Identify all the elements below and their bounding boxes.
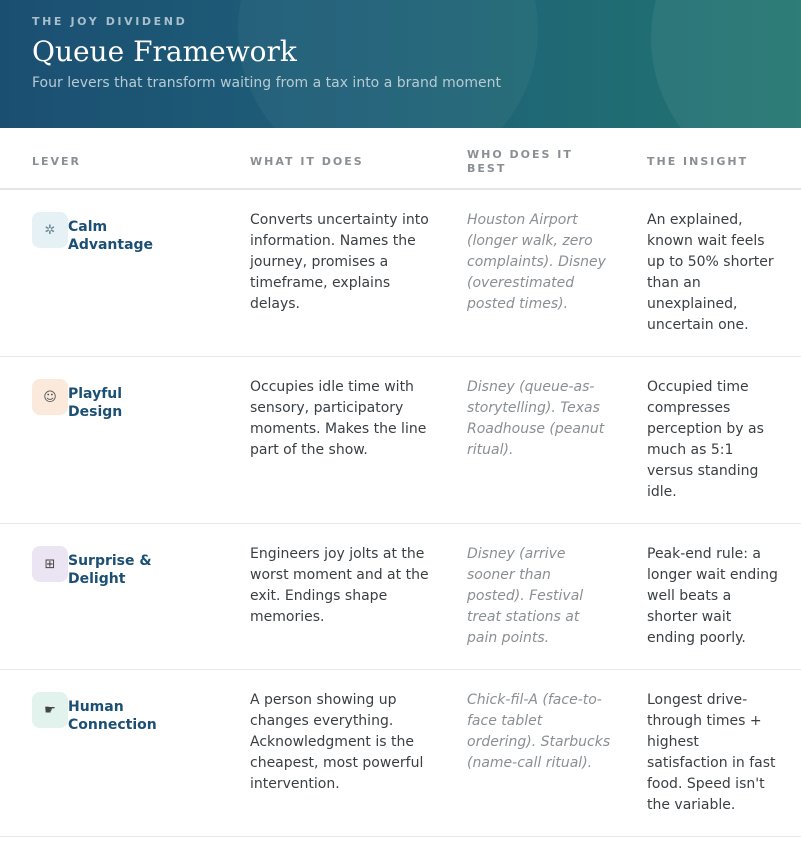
page-subtitle: Four levers that transform waiting from a tax into a brand moment: [32, 75, 501, 91]
lever-name: Calm Advantage: [68, 219, 154, 253]
what-it-does-cell: Engineers joy jolts at the worst moment and at the exit. Endings shape memories.: [250, 546, 429, 625]
gift-icon: ⊞: [32, 546, 68, 582]
header-banner: [0, 0, 801, 128]
column-header-insight: THE INSIGHT: [647, 155, 749, 168]
palette-icon: ☺: [32, 379, 68, 415]
what-it-does-cell: Occupies idle time with sensory, participatory moments. Makes the line part of the show.: [250, 379, 427, 458]
who-does-it-best-cell: Disney (queue-as-storytelling). Texas Roadhouse (peanut ritual).: [467, 379, 605, 458]
insight-cell: Peak-end rule: a longer wait ending well beats a shorter wait ending poorly.: [647, 546, 778, 646]
table-row: [0, 670, 801, 837]
table-header: [0, 128, 801, 190]
lever-name: Playful Design: [68, 386, 123, 420]
lever-name: Surprise & Delight: [68, 553, 152, 587]
sparkles-icon: ✲: [32, 212, 68, 248]
who-does-it-best-cell: Chick-fil-A (face-to-face tablet ordering). Starbucks (name-call ritual).: [467, 692, 611, 771]
what-it-does-cell: Converts uncertainty into information. Names the journey, promises a timeframe, explains delays.: [250, 212, 429, 312]
lever-name: Human Connection: [68, 699, 157, 733]
who-does-it-best-cell: Houston Airport (longer walk, zero complaints). Disney (overestimated posted times).: [467, 212, 606, 312]
insight-cell: Longest drive-through times + highest satisfaction in fast food. Speed isn't the variable.: [647, 692, 776, 813]
what-it-does-cell: A person showing up changes everything. Acknowledgment is the cheapest, most powerful intervention.: [250, 692, 424, 792]
page-title: Queue Framework: [32, 35, 297, 68]
column-header-lever: LEVER: [32, 155, 82, 168]
who-does-it-best-cell: Disney (arrive sooner than posted). Festival treat stations at pain points.: [467, 546, 584, 646]
column-header-what: WHAT IT DOES: [250, 155, 364, 168]
table-row: [0, 524, 801, 670]
table-row: [0, 190, 801, 357]
column-header-who: WHO DOES IT BEST: [467, 148, 573, 175]
handshake-icon: ☛: [32, 692, 68, 728]
table-row: [0, 357, 801, 524]
eyebrow-label: THE JOY DIVIDEND: [32, 15, 188, 28]
insight-cell: An explained, known wait feels up to 50% shorter than an unexplained, uncertain one.: [647, 212, 774, 333]
insight-cell: Occupied time compresses perception by as much as 5:1 versus standing idle.: [647, 379, 764, 500]
